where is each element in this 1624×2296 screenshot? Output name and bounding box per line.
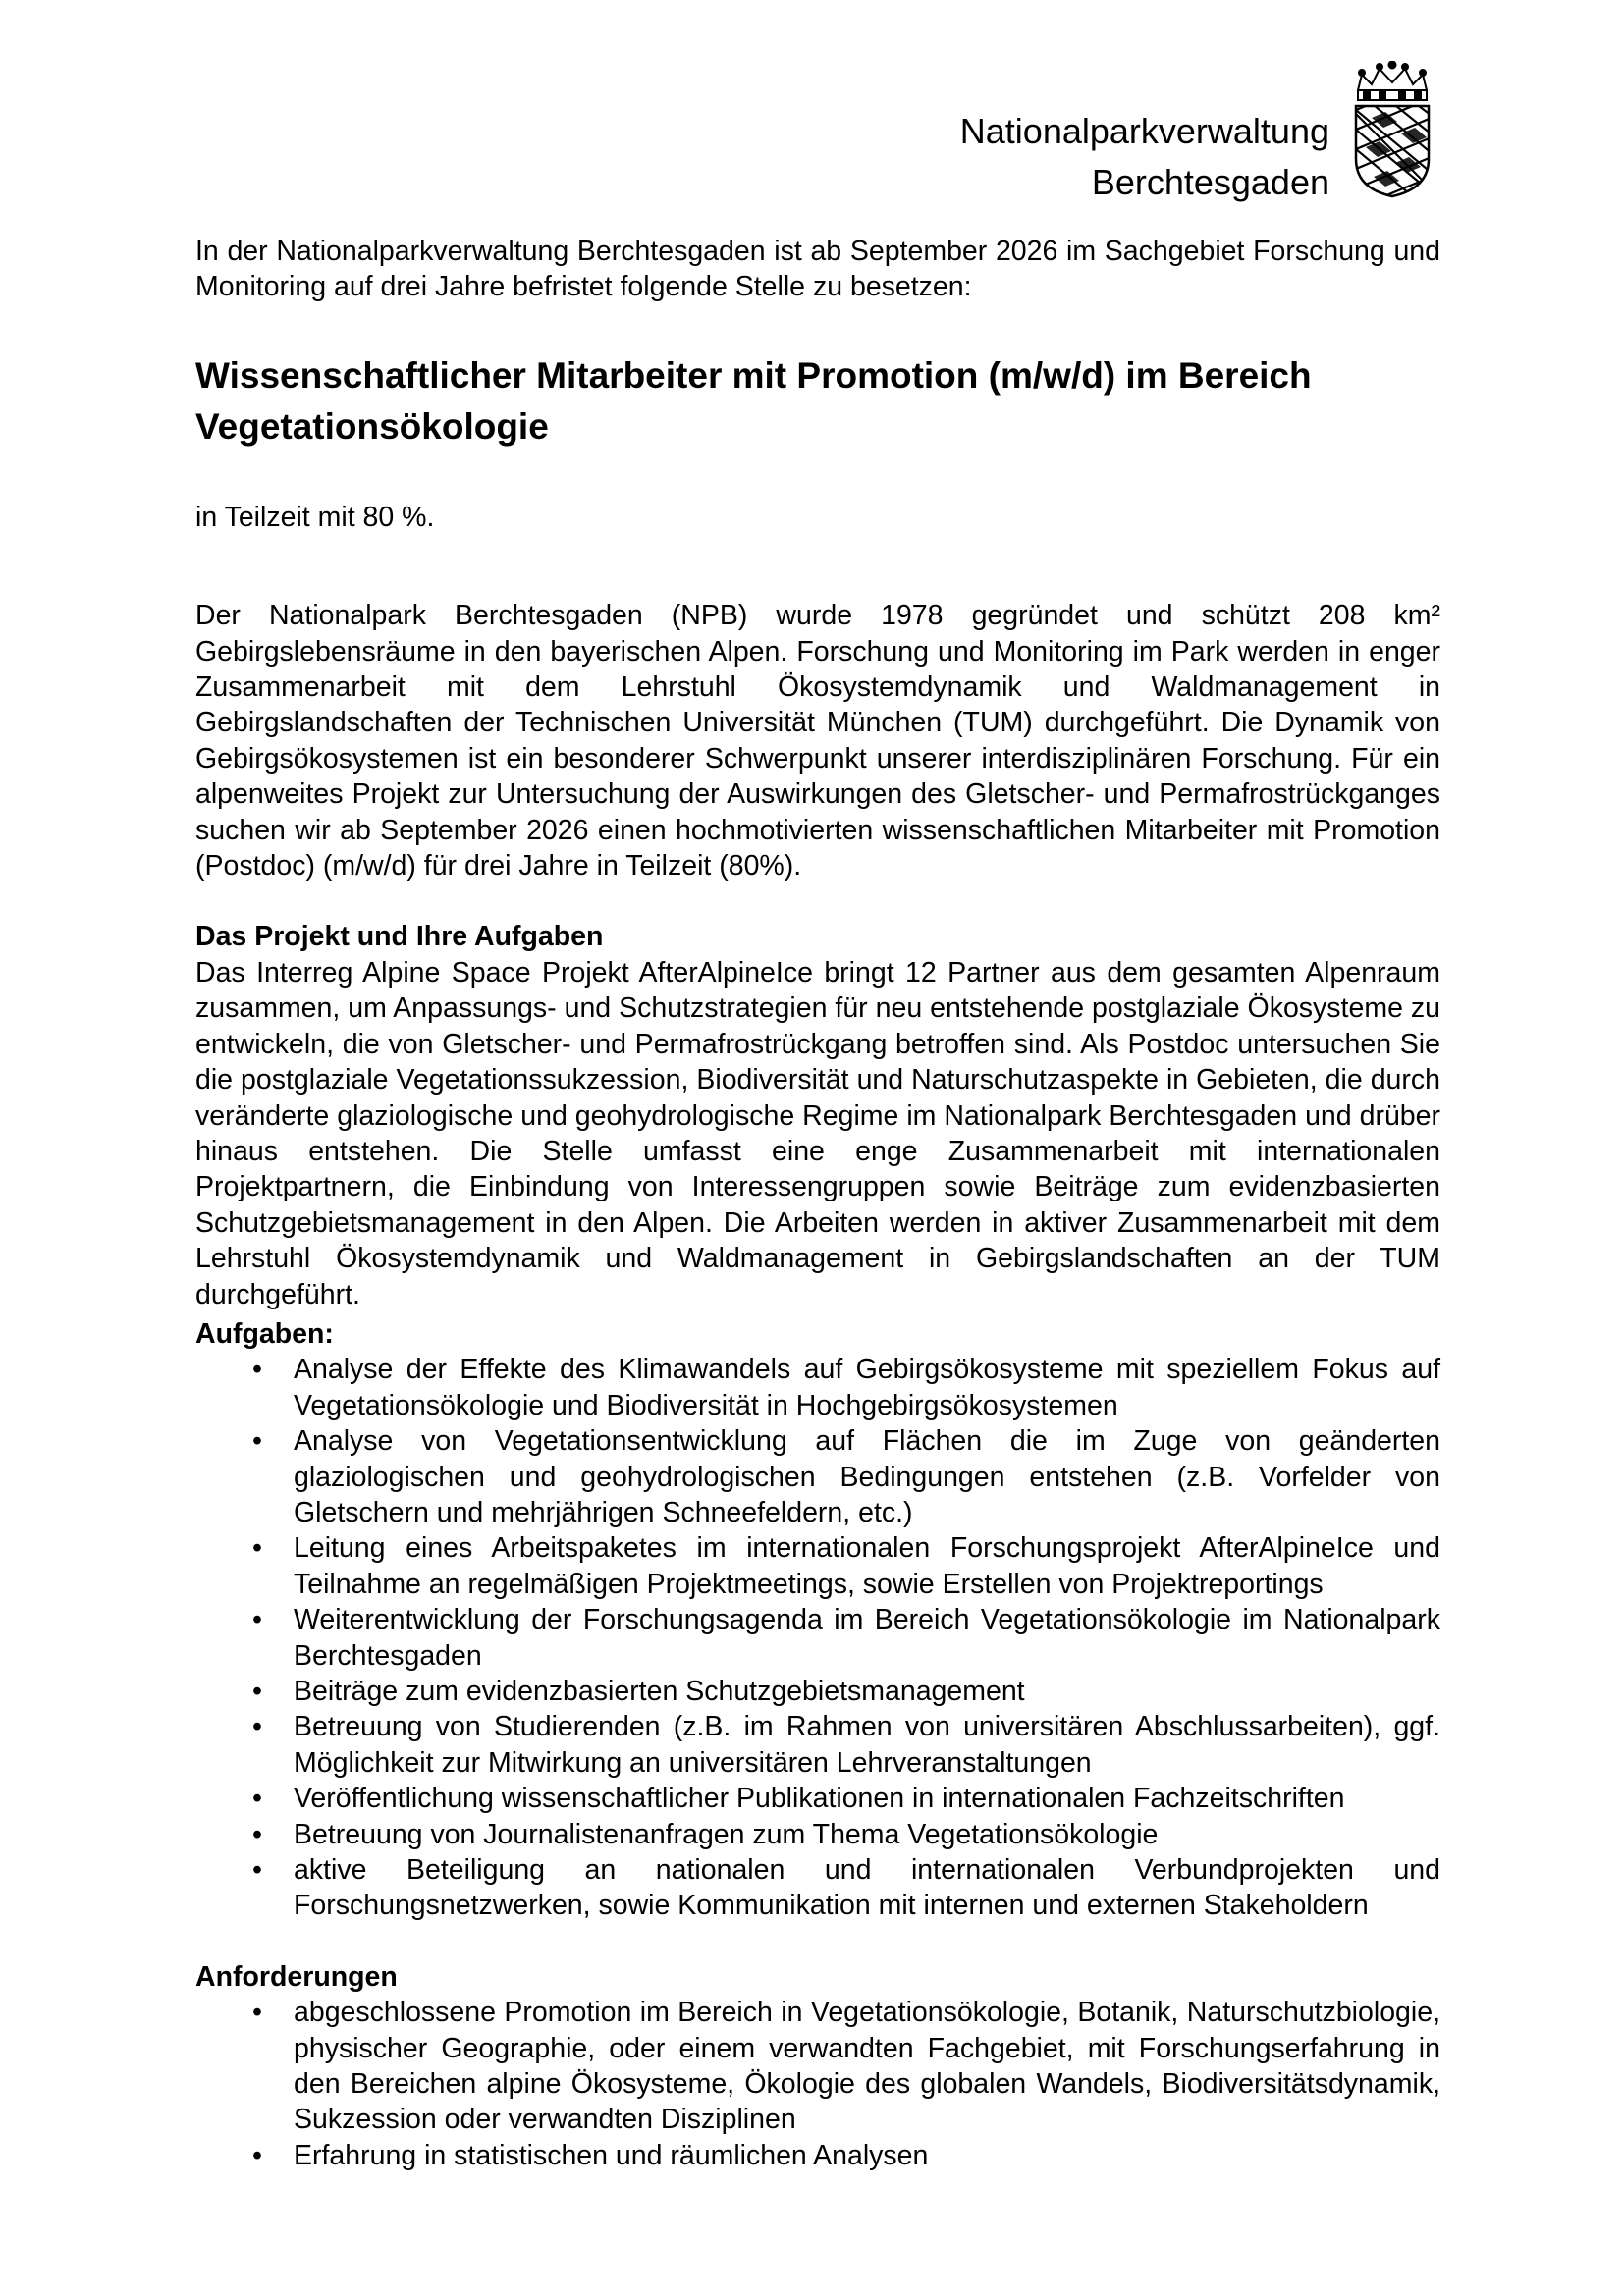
part-time-note: in Teilzeit mit 80 %. — [195, 501, 435, 533]
job-title: Wissenschaftlicher Mitarbeiter mit Promotion (m/w/d) im Bereich Vegetationsökologie — [195, 354, 1312, 447]
project-heading: Das Projekt und Ihre Aufgaben — [195, 921, 604, 953]
bullet-icon: • — [252, 1854, 262, 1887]
tasks-heading: Aufgaben: — [195, 1317, 334, 1350]
bullet-icon: • — [252, 1783, 262, 1815]
requirements-list — [195, 1995, 1440, 2173]
letterhead-line-2: Berchtesgaden — [1091, 162, 1329, 202]
bullet-icon: • — [252, 1604, 262, 1636]
bullet-icon: • — [252, 1532, 262, 1565]
list-item: • Leitung eines Arbeitspaketes im internationalen Forschungsprojekt AfterAlpineIce und Teilnahme an regelmäßigen Projektmeetings, sowie Erstellen von Projektreportings — [252, 1532, 1440, 1600]
list-item: • abgeschlossene Promotion im Bereich in Vegetationsökologie, Botanik, Naturschutzbiologie, physischer Geographie, oder einem verwandten Fachgebiet, mit Forschungserfahrung in den Bereichen alpine Ökosysteme, Ökologie des globalen Wandels, Biodiversitätsdynamik, Sukzession oder verwandten Disziplinen — [252, 1997, 1440, 2136]
bullet-icon: • — [252, 1997, 262, 2029]
bullet-icon: • — [252, 1676, 262, 1707]
list-item: • Veröffentlichung wissenschaftlicher Publikationen in internationalen Fachzeitschriften — [195, 1781, 1440, 1816]
bavarian-coat-of-arms-icon — [1352, 61, 1433, 198]
list-item: • Betreuung von Journalistenanfragen zum Thema Vegetationsökologie — [195, 1817, 1440, 1852]
bullet-icon: • — [252, 1818, 262, 1850]
list-item: • Analyse von Vegetationsentwicklung auf Flächen die im Zuge von geänderten glaziologischen und geohydrologischen Bedingungen entstehen (z.B. Vorfelder von Gletschern und mehrjährigen Schneefeldern, etc.) — [252, 1425, 1440, 1528]
list-item: • Beiträge zum evidenzbasierten Schutzgebietsmanagement — [195, 1674, 1440, 1709]
tasks-list — [195, 1352, 1440, 1924]
bullet-icon: • — [252, 2139, 262, 2171]
list-item: • Erfahrung in statistischen und räumlichen Analysen — [195, 2138, 1440, 2173]
bullet-icon: • — [252, 1425, 262, 1458]
list-item: • Weiterentwicklung der Forschungsagenda im Bereich Vegetationsökologie im Nationalpark Berchtesgaden — [252, 1604, 1440, 1672]
bullet-icon: • — [252, 1354, 262, 1386]
intro-paragraph: In der Nationalparkverwaltung Berchtesgaden ist ab September 2026 im Sachgebiet Forschung und Monitoring auf drei Jahre befristet folgende Stelle zu besetzen: — [195, 236, 1440, 303]
job-posting-body — [195, 234, 1440, 2173]
letterhead-line-1: Nationalparkverwaltung — [959, 111, 1329, 151]
list-item: • Analyse der Effekte des Klimawandels auf Gebirgsökosysteme mit speziellem Fokus auf Vegetationsökologie und Biodiversität in Hochgebirgsökosystemen — [252, 1354, 1440, 1421]
about-paragraph: Der Nationalpark Berchtesgaden (NPB) wurde 1978 gegründet und schützt 208 km² Gebirgslebensräume in den bayerischen Alpen. Forschung und Monitoring im Park werden in enger Zusammenarbeit mit dem Lehrstuhl Ökosystemdynamik und Waldmanagement in Gebirgslandschaften der Technischen Universität München (TUM) durchgeführt. Die Dynamik von Gebirgsökosystemen ist ein besonderer Schwerpunkt unserer interdisziplinären Forschung. Für ein alpenweites Projekt zur Untersuchung der Auswirkungen des Gletscher- und Permafrostrückganges suchen wir ab September 2026 einen hochmotivierten wissenschaftlichen Mitarbeiter mit Promotion (Postdoc) (m/w/d) für drei Jahre in Teilzeit (80%). — [195, 600, 1440, 882]
bullet-icon: • — [252, 1711, 262, 1743]
letterhead — [960, 106, 1329, 208]
list-item: • Betreuung von Studierenden (z.B. im Rahmen von universitären Abschlussarbeiten), ggf. Möglichkeit zur Mitwirkung an universitären Lehrveranstaltungen — [252, 1711, 1440, 1779]
requirements-heading: Anforderungen — [195, 1960, 398, 1993]
list-item: • aktive Beteiligung an nationalen und internationalen Verbundprojekten und Forschungsnetzwerken, sowie Kommunikation mit internen und externen Stakeholdern — [252, 1854, 1440, 1922]
project-paragraph: Das Interreg Alpine Space Projekt AfterAlpineIce bringt 12 Partner aus dem gesamten Alpenraum zusammen, um Anpassungs- und Schutzstrategien für neu entstehende postglaziale Ökosysteme zu entwickeln, die von Gletscher- und Permafrostrückgang betroffen sind. Als Postdoc untersuchen Sie die postglaziale Vegetationssukzession, Biodiversität und Naturschutzaspekte in Gebieten, die durch veränderte glaziologische und geohydrologische Regime im Nationalpark Berchtesgaden und drüber hinaus entstehen. Die Stelle umfasst eine enge Zusammenarbeit mit internationalen Projektpartnern, die Einbindung von Interessengruppen sowie Beiträge zum evidenzbasierten Schutzgebietsmanagement in den Alpen. Die Arbeiten werden in aktiver Zusammenarbeit mit dem Lehrstuhl Ökosystemdynamik und Waldmanagement in Gebirgslandschaften an der TUM durchgeführt. — [195, 956, 1440, 1310]
